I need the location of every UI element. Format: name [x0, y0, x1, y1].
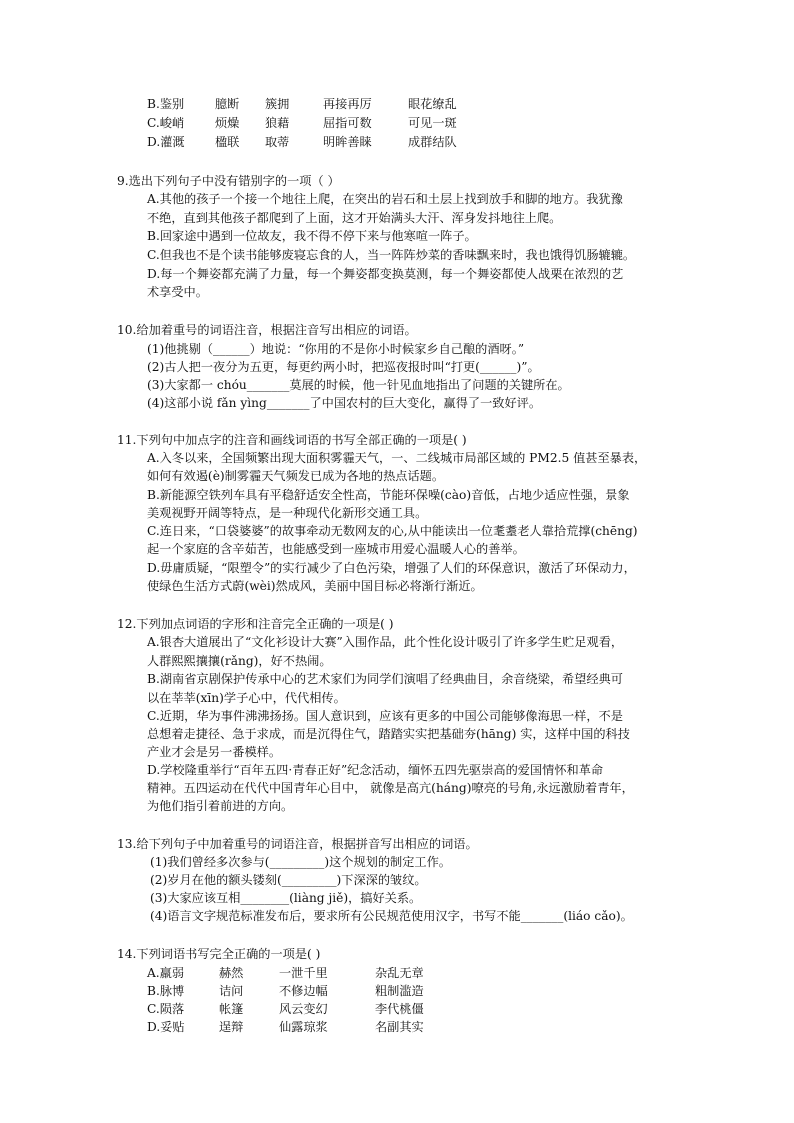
question-13-line: (2)岁月在他的额头镂刻(_________)下深深的皱纹。 [150, 873, 427, 887]
option-row [147, 115, 457, 131]
option-word: 狼藉 [265, 116, 290, 130]
option-word: 李代桃僵 [375, 1002, 424, 1016]
option-word: 楹联 [215, 135, 240, 149]
question-13-stem: 13.给下列句子中加着重号的词语注音，根据拼音写出相应的词语。 [117, 837, 478, 851]
option-row [147, 983, 424, 999]
option-row [147, 96, 457, 112]
question-11-line: 使绿色生活方式蔚(wèi)然成风，美丽中国目标必将渐行渐近。 [147, 579, 483, 593]
option-word: 杂乱无章 [375, 966, 424, 980]
question-12-line: A.银杏大道展出了“文化衫设计大赛”入围作品，此个性化设计吸引了许多学生贮足观看， [147, 635, 624, 649]
question-9-stem: 9.选出下列句子中没有错别字的一项（ ） [117, 174, 340, 188]
option-word: C.峻峭 [147, 116, 185, 130]
option-word: 取蒂 [265, 135, 290, 149]
question-12-line: C.近期，华为事件沸沸扬扬。国人意识到，应该有更多的中国公司能够像海思一样，不是 [147, 709, 623, 723]
question-12-line: D.学校隆重举行“百年五四·青春正好”纪念活动，缅怀五四先驱崇高的爱国情怀和革命 [147, 763, 604, 777]
option-word: 赫然 [219, 966, 244, 980]
option-word: 粗制滥造 [375, 984, 424, 998]
option-word: 逞辩 [219, 1020, 244, 1034]
question-11-line: 美观视野开阔等特点，是一种现代化新形交通工具。 [147, 506, 428, 520]
question-10-line: (2)古人把一夜分为五更，每更约两小时，把巡夜报时叫“打更(______)”。 [147, 360, 540, 374]
option-word: 明眸善睐 [323, 135, 372, 149]
option-word: B.脉博 [147, 984, 185, 998]
question-10-stem: 10.给加着重号的词语注音，根据注音写出相应的词语。 [117, 323, 417, 337]
question-10-line: (1)他挑剔（______）地说：“你用的不是你小时候家乡自己酿的酒呀。” [147, 342, 525, 356]
question-9-line: C.但我也不是个读书能够废寝忘食的人，当一阵阵炒菜的香味飘来时，我也饿得饥肠辘辘。 [147, 248, 636, 262]
question-13-line: (1)我们曾经多次参与(_________)这个规划的制定工作。 [150, 855, 451, 869]
question-12-line: 为他们指引着前进的方向。 [147, 799, 294, 813]
question-9-line: 术享受中。 [147, 285, 208, 299]
question-13-line: (4)语言文字规范标准发布后，要求所有公民规范使用汉字，书写不能_______(liáo cǎo)。 [150, 909, 633, 923]
question-9-line: D.每一个舞姿都充满了力量，每一个舞姿都变换莫测，每一个舞姿都使人战栗在浓烈的艺 [147, 267, 624, 281]
option-word: 诘问 [219, 984, 244, 998]
question-9-line: 不绝，直到其他孩子都爬到了上面，这才开始满头大汗、浑身发抖地往上爬。 [147, 211, 562, 225]
question-11-line: D.毋庸质疑，“限塑令”的实行减少了白色污染，增强了人们的环保意识，激活了环保动力， [147, 561, 636, 575]
option-word: 帐篷 [219, 1002, 244, 1016]
option-word: 再接再厉 [323, 97, 372, 111]
option-word: 屈指可数 [323, 116, 372, 130]
option-row [147, 134, 457, 150]
question-12-line: 人群熙熙攘攘(rǎng)，好不热闹。 [147, 654, 332, 668]
option-word: 一泄千里 [279, 966, 328, 980]
question-12-line: 产业才会是另一番模样。 [147, 745, 282, 759]
question-9-line: A.其他的孩子一个接一个地往上爬，在突出的岩石和土层上找到放手和脚的地方。我犹豫 [147, 192, 623, 206]
question-11-stem: 11.下列句中加点字的注音和画线词语的书写全部正确的一项是( ) [117, 433, 467, 447]
question-11-line: A.入冬以来，全国频繁出现大面积雾霾天气，一、二线城市局部区域的 PM2.5 值甚至暴表， [147, 451, 647, 465]
question-10-line: (4)这部小说 fǎn yìng_______了中国农村的巨大变化，赢得了一致好评。 [147, 396, 542, 410]
option-word: C.陨落 [147, 1002, 185, 1016]
question-9-line: B.回家途中遇到一位故友，我不得不停下来与他寒喧一阵子。 [147, 229, 477, 243]
option-word: 簇拥 [265, 97, 290, 111]
option-word: 名副其实 [375, 1020, 424, 1034]
question-11-line: C.连日来，“口袋婆婆”的故事牵动无数网友的心,从中能读出一位耄耋老人靠拾荒撑(chēng) [147, 524, 638, 538]
option-word: 烦燥 [215, 116, 240, 130]
option-word: D.灌溉 [147, 135, 185, 149]
option-row [147, 965, 424, 981]
option-word: 仙露琼浆 [279, 1020, 328, 1034]
question-12-line: 总想着走捷径、急于求成，而是沉得住气，踏踏实实把基础夯(hāng) 实，这样中国的科技 [147, 727, 630, 741]
option-row [147, 1019, 424, 1035]
question-10-line: (3)大家都一 chóu_______莫展的时候，他一针见血地指出了问题的关键所在。 [147, 378, 570, 392]
question-11-line: 起一个家庭的含辛茹苦，也能感受到一座城市用爱心温暖人心的善举。 [147, 542, 525, 556]
option-word: A.羸弱 [147, 966, 185, 980]
option-word: 臆断 [215, 97, 240, 111]
option-word: 不修边幅 [279, 984, 328, 998]
option-word: B.鉴别 [147, 97, 185, 111]
question-12-line: 以在莘莘(xīn)学子心中，代代相传。 [147, 691, 346, 705]
question-13-line: (3)大家应该互相________(liàng jiě)，搞好关系。 [150, 891, 422, 905]
option-word: 可见一斑 [408, 116, 457, 130]
option-word: D.妥贴 [147, 1020, 185, 1034]
option-word: 眼花缭乱 [408, 97, 457, 111]
option-word: 成群结队 [408, 135, 457, 149]
option-row [147, 1001, 424, 1017]
question-12-line: B.湖南省京剧保护传承中心的艺术家们为同学们演唱了经典曲目，余音绕梁，希望经典可 [147, 672, 623, 686]
question-14-stem: 14.下列词语书写完全正确的一项是( ) [117, 947, 321, 961]
option-word: 风云变幻 [279, 1002, 328, 1016]
question-11-line: 如何有效遏(è)制雾霾天气频发已成为各地的热点话题。 [147, 469, 445, 483]
question-12-line: 精神。五四运动在代代中国青年心目中， 就像是高亢(háng)嘹亮的号角,永远激励着青年， [147, 781, 634, 795]
question-12-stem: 12.下列加点词语的字形和注音完全正确的一项是( ) [117, 617, 394, 631]
question-11-line: B.新能源空铁列车具有平稳舒适安全性高，节能环保噪(cào)音低，占地少适应性强，景象 [147, 488, 630, 502]
